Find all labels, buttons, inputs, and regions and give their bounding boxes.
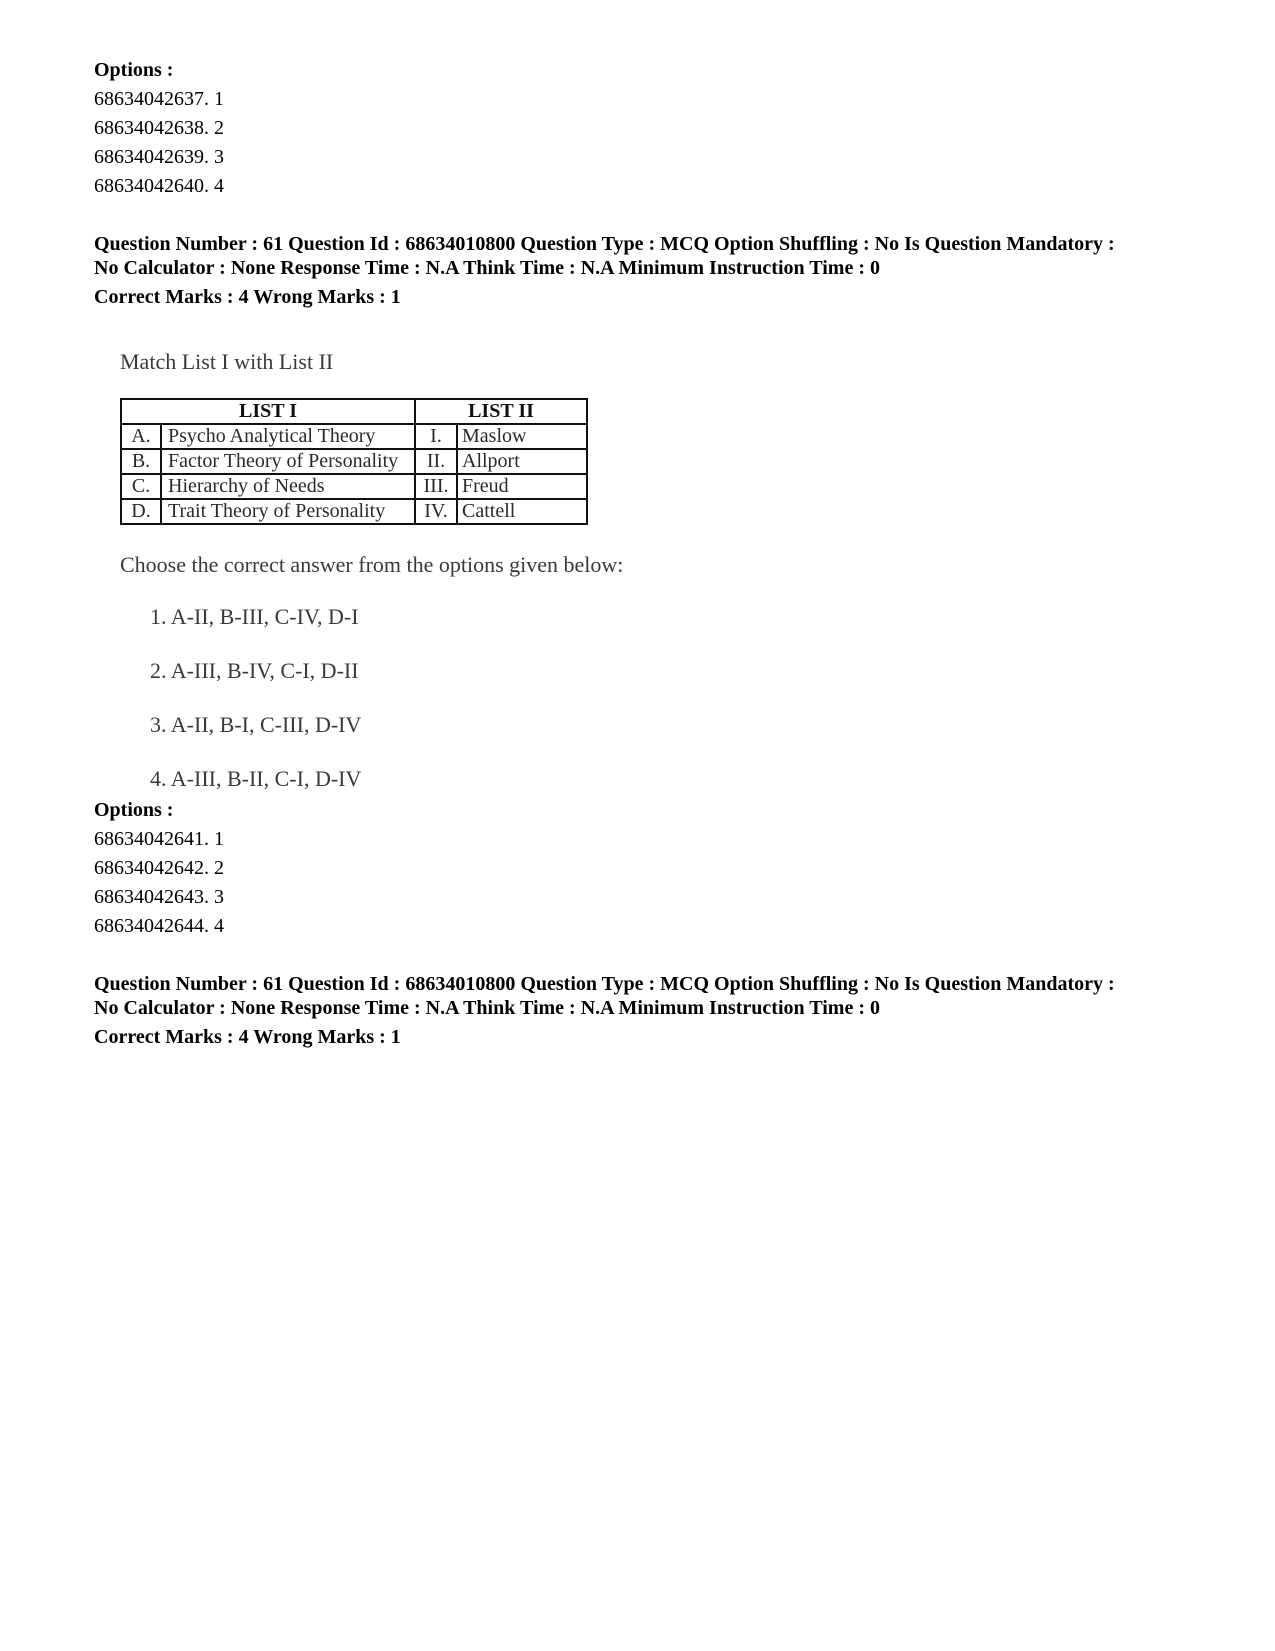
match-table-header [121,399,587,424]
table-row [121,424,587,449]
row-roman: I. [415,424,457,449]
question-prompt: Match List I with List II [120,349,334,374]
choose-instruction: Choose the correct answer from the options given below: [120,552,624,577]
list1-item: Hierarchy of Needs [161,474,415,499]
answer-choices [120,603,680,793]
list1-item: Trait Theory of Personality [161,499,415,524]
match-table [120,398,588,525]
table-row [121,499,587,524]
row-letter: B. [121,449,161,474]
list2-item: Freud [457,474,587,499]
answer-choice: 1. A-II, B-III, C-IV, D-I [150,604,359,629]
list1-header: LIST I [121,399,415,424]
question-meta-line2: No Calculator : None Response Time : N.A Think Time : N.A Minimum Instruction Time : 0 [94,257,880,279]
option-item: 68634042638. 2 [94,117,224,139]
option-item: 68634042643. 3 [94,886,224,908]
question-meta [94,232,1115,309]
options-heading: Options : [94,59,174,81]
question-meta-line1: Question Number : 61 Question Id : 68634010800 Question Type : MCQ Option Shuffling : No Is Question Mandatory : [94,973,1115,995]
row-roman: IV. [415,499,457,524]
top-options-block [94,56,224,201]
question-marks: Correct Marks : 4 Wrong Marks : 1 [94,286,401,308]
list2-item: Cattell [457,499,587,524]
row-roman: III. [415,474,457,499]
list1-item: Psycho Analytical Theory [161,424,415,449]
option-item: 68634042642. 2 [94,857,224,879]
row-letter: D. [121,499,161,524]
option-item: 68634042640. 4 [94,175,224,197]
options-heading: Options : [94,799,174,821]
row-letter: C. [121,474,161,499]
answer-choice: 3. A-II, B-I, C-III, D-IV [150,712,362,737]
option-item: 68634042641. 1 [94,828,224,850]
option-item: 68634042644. 4 [94,915,224,937]
question-meta-line1: Question Number : 61 Question Id : 68634010800 Question Type : MCQ Option Shuffling : No Is Question Mandatory : [94,233,1115,255]
list2-item: Maslow [457,424,587,449]
row-letter: A. [121,424,161,449]
row-roman: II. [415,449,457,474]
table-row [121,474,587,499]
answer-choice: 4. A-III, B-II, C-I, D-IV [150,766,362,791]
list2-header: LIST II [415,399,587,424]
next-question-meta [94,972,1115,1049]
question-content [120,348,680,819]
question-marks: Correct Marks : 4 Wrong Marks : 1 [94,1026,401,1048]
option-item: 68634042637. 1 [94,88,224,110]
question-meta-line2: No Calculator : None Response Time : N.A Think Time : N.A Minimum Instruction Time : 0 [94,997,880,1019]
list2-item: Allport [457,449,587,474]
option-item: 68634042639. 3 [94,146,224,168]
bottom-options-block [94,796,224,941]
table-row [121,449,587,474]
list1-item: Factor Theory of Personality [161,449,415,474]
answer-choice: 2. A-III, B-IV, C-I, D-II [150,658,359,683]
